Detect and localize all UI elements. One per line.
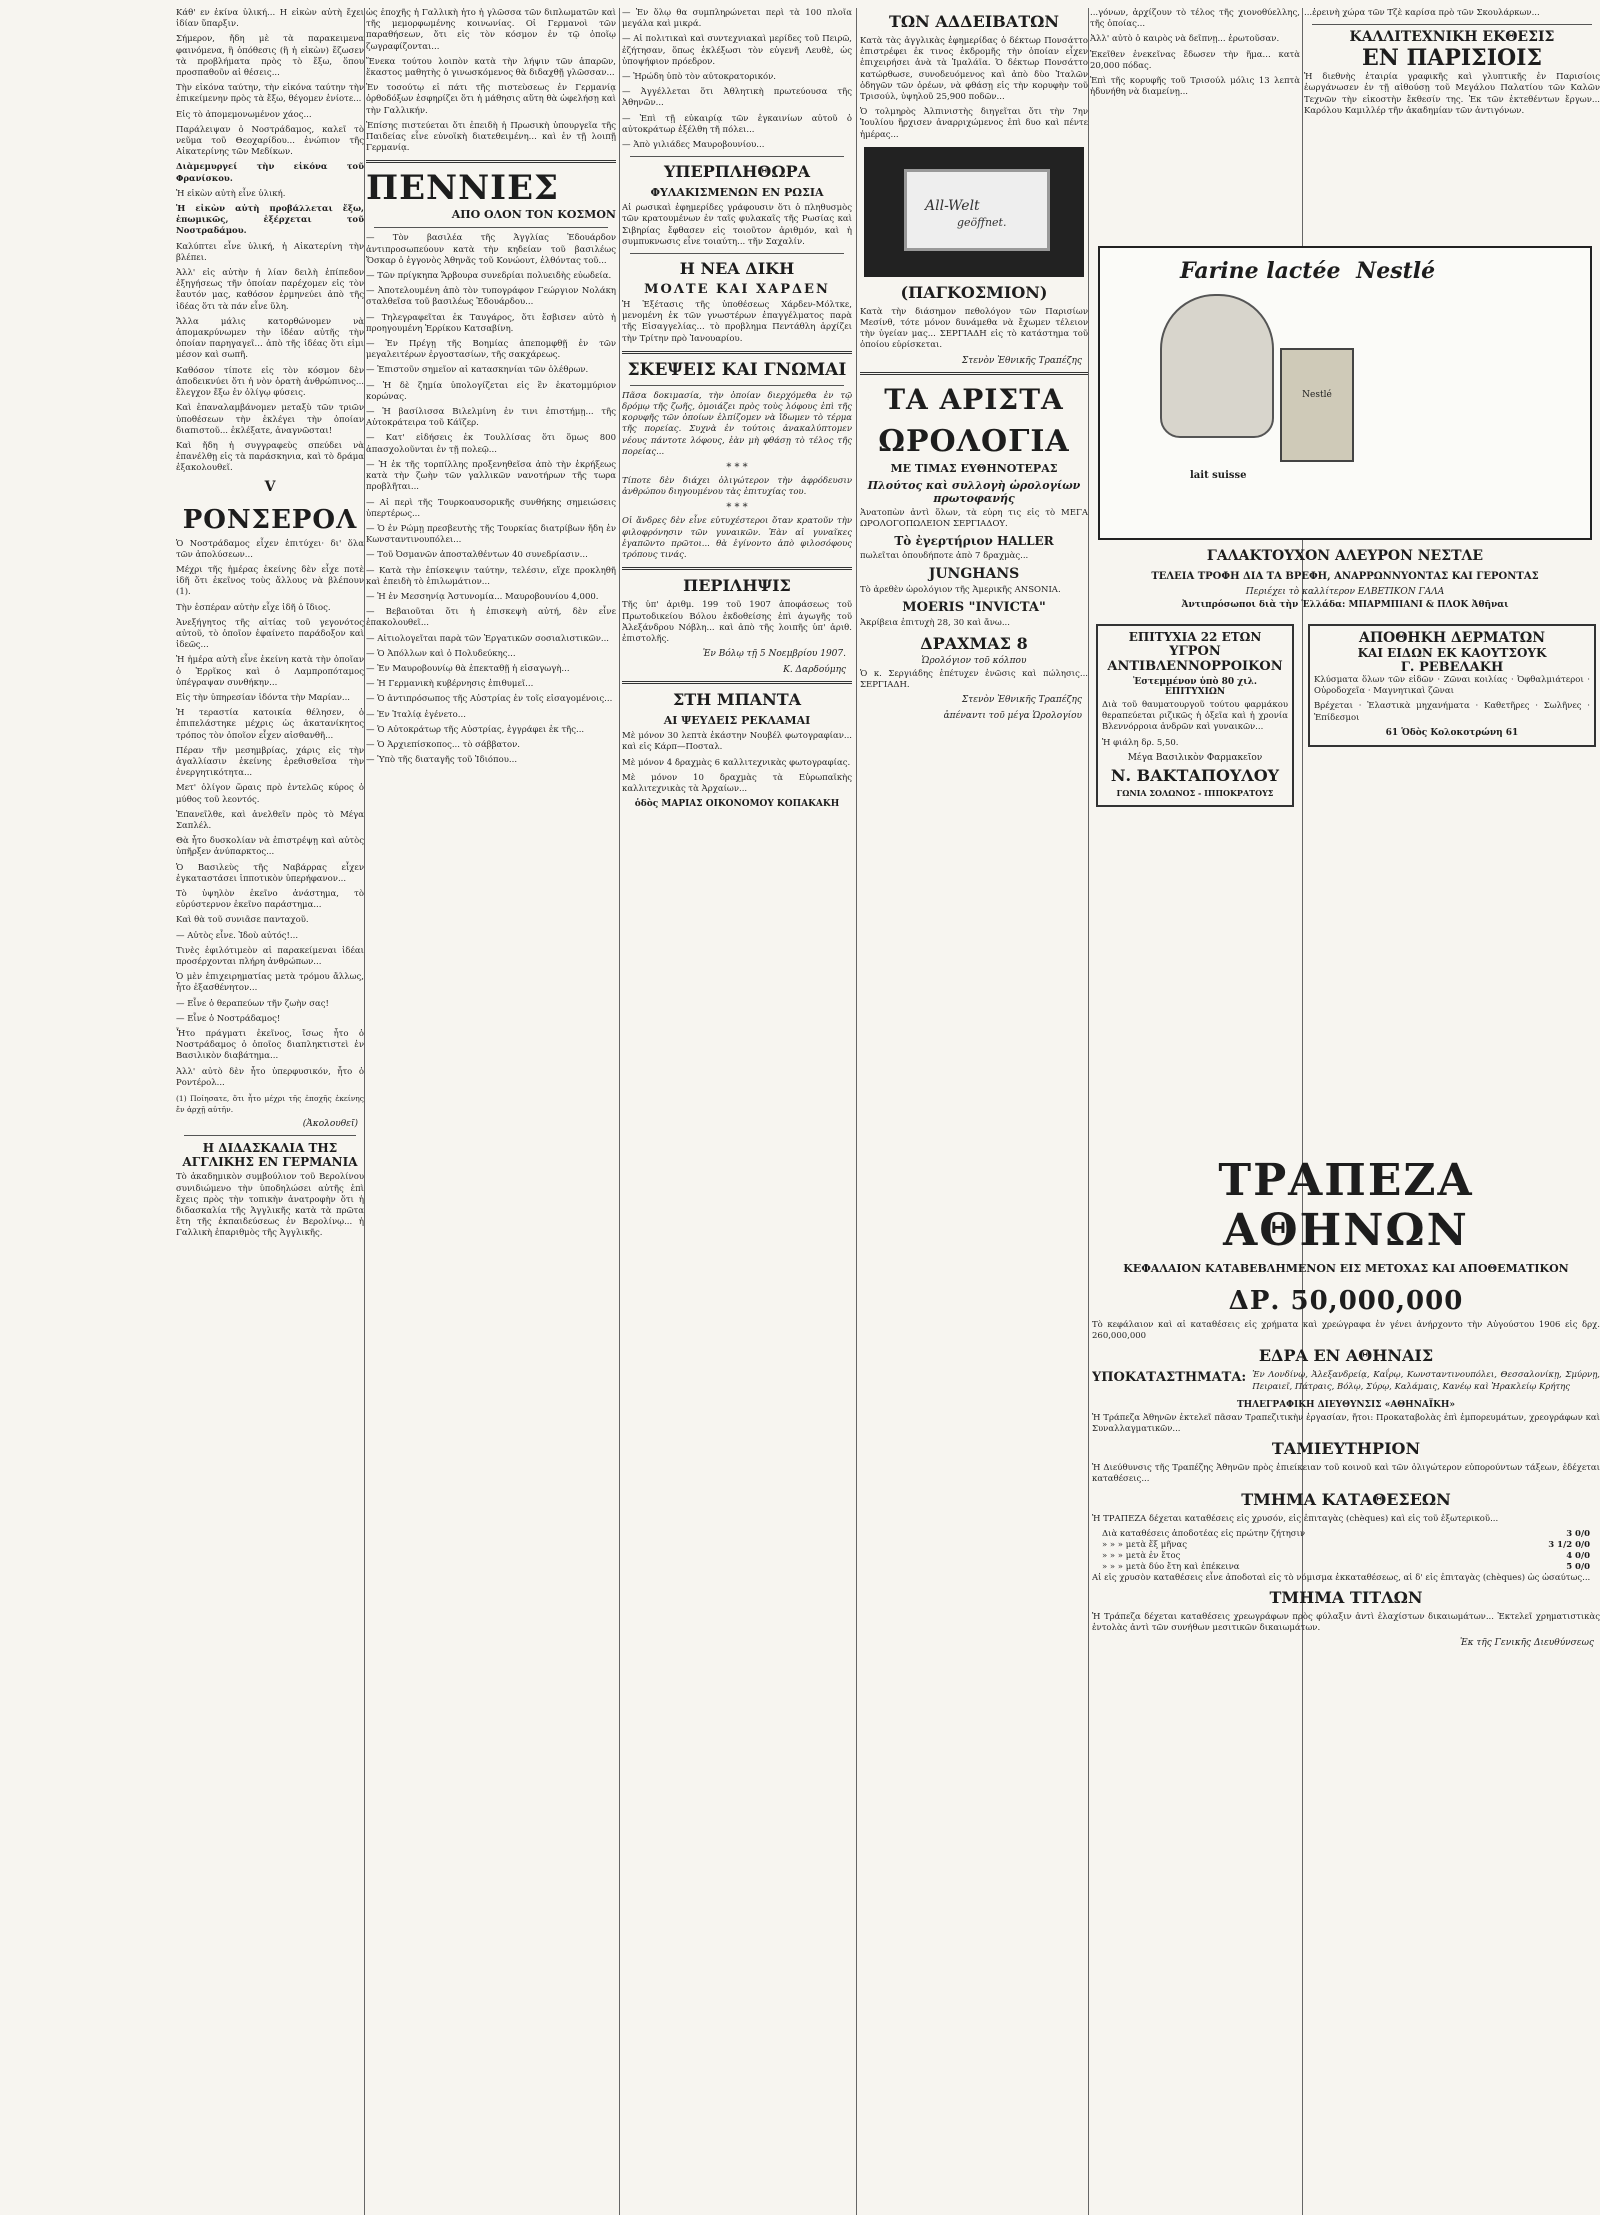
news-item: — Ὁ Αὐτοκράτωρ τῆς Αὐστρίας, ἐγγράφει ἐκ τῆς... <box>366 724 585 735</box>
news-item: — Ἀποτελουμένη ἀπὸ τὸν τυπογράφον Γεώργιον Νολάκη σταλθεῖσα τοῦ βασιλέως Ἐδουάρδου... <box>366 286 616 308</box>
ad-box <box>1308 624 1596 747</box>
column-2 <box>366 8 616 2215</box>
divider-stars: * * * <box>726 462 748 474</box>
brand-name: Nestlé <box>1356 258 1436 284</box>
price: Ἡ φιάλη δρ. 5,50. <box>1102 737 1179 748</box>
paragraph: Μὲ μόνον 30 λεπτὰ ἑκάστην Νουβέλ φωτογραφίαν... καὶ εἰς Κάρπ—Ποσταλ. <box>622 731 852 753</box>
product-desc: Ὡρολόγιον τοῦ κόλπου <box>921 655 1027 666</box>
paragraph: Ὁ μὲν ἐπιχειρηματίας μετὰ τρόμου ἄλλως, ἦτο ἐξασθένητον... <box>176 972 364 994</box>
news-item: — Ἐν Μαυροβουνίῳ θὰ ἐπεκταθῇ ἡ εἰσαγωγὴ... <box>366 663 570 674</box>
ad-title: (ΠΑΓΚΟΣΜΙΟΝ) <box>900 282 1048 302</box>
rate-label: » » » μετὰ ἐν ἔτος <box>1102 1550 1181 1561</box>
article-title: Η ΔΙΔΑΣΚΑΛΙΑ ΤΗΣ ΑΓΓΛΙΚΗΣ ΕΝ ΓΕΡΜΑΝΙΑ <box>182 1141 358 1170</box>
article-title: ΕΝ ΠΑΡΙΣΙΟΙΣ <box>1361 45 1543 72</box>
paragraph: Παράλειψαν ὁ Νοστράδαμος, καλεῖ τὸ νεῦμα τοῦ Θεοχαρίδου... ἐνώπιον τῆς Αἰκατερίνης τῶν Μεδίκων. <box>176 124 364 158</box>
price: ΔΡΑΧΜΑΣ 8 <box>920 633 1028 653</box>
section-title: ΤΑΜΙΕΥΤΗΡΙΟΝ <box>1271 1439 1421 1459</box>
news-item: — Ἡ ἐν Μεσσηνίᾳ Ἀστυνομία... Μαυροβουνίου 4,000. <box>366 591 599 602</box>
news-item: — Αἰτιολογεῖται παρὰ τῶν Ἐργατικῶν σοσιαλιστικῶν... <box>366 633 609 644</box>
news-item: — Κατ' εἰδήσεις ἐκ Τουλλίσας ὅτι ὅμως 800 ἀπασχολοῦνται ἐν τῇ πολεῷ... <box>366 433 616 455</box>
ad-subtitle: ΑΙ ΨΕΥΔΕΙΣ ΡΕΚΛΑΜΑΙ <box>663 714 811 728</box>
paragraph: Τίποτε δὲν διάχει ὀλιγώτερον τὴν ἀφρόδευσιν ἀνθρώπου διηγουμένου τὰς ἐπιτυχίας του. <box>622 476 852 498</box>
bank-capital: ΔΡ. 50,000,000 <box>1228 1286 1464 1316</box>
article-title: Η ΝΕΑ ΔΙΚΗ <box>679 259 795 279</box>
ad-title: ΑΠΟΘΗΚΗ ΔΕΡΜΑΤΩΝ <box>1358 630 1546 646</box>
ad-subtitle: ΤΕΛΕΙΑ ΤΡΟΦΗ ΔΙΑ ΤΑ ΒΡΕΦΗ, ΑΝΑΡΡΩΝΝΥΟΝΤΑΣ ΚΑΙ ΓΕΡΟΝΤΑΣ <box>1151 571 1539 582</box>
news-item: — Κατὰ τὴν ἐπίσκεψιν ταύτην, τελέσιν, εἴχε προκληθῆ καὶ ἐπειδὴ τὸ ἐπιλωμάτιον... <box>366 565 616 587</box>
news-item: — Τηλεγραφεῖται ἐκ Ταυγάρος, ὅτι ἔσβισεν αὐτὸ ἡ προηγουμένη Ἑρρίκου Κατσαβίνη. <box>366 312 616 334</box>
news-item: — Ἀπὸ γιλιάδες Μαυροβουνίου... <box>622 140 765 151</box>
rate-value: 3 0/0 <box>1566 1528 1590 1539</box>
paragraph: Ἀλλ' αὐτὸ δὲν ἦτο ὑπερφυσικόν, ἦτο ὁ Ροντέρολ... <box>176 1066 364 1088</box>
paragraph: Εἰς τὸ ἀπομεμονωμένον χάος... <box>176 109 312 120</box>
clock-advertisement <box>864 147 1084 277</box>
news-item: — Τοῦ Ὀσμανῶν ἀποσταλθέντων 40 συνεδρίασιν... <box>366 550 588 561</box>
rate-value: 5 0/0 <box>1566 1561 1590 1572</box>
column-rule <box>1088 8 1089 2215</box>
paragraph: Μὲ μόνον 10 δραχμὰς τὰ Εὐρωπαϊκὴς καλλιτεχνικὰς τὰ Ἀρχαίων... <box>622 772 852 794</box>
ad-address: ἀπέναντι τοῦ μέγα Ὡρολογίου <box>943 711 1082 722</box>
paragraph: Καλύπτει εἶνε ὑλική, ἡ Αἰκατερίνη τὴν βλέπει. <box>176 241 364 263</box>
paragraph: Τινὲς ἐφιλότιμεὸν αἱ παρακείμεναι ἰδέαι προσέρχονται πλήρη ἀνθρώπων... <box>176 945 364 968</box>
ad-title: ΕΠΙΤΥΧΙΑ 22 ΕΤΩΝ <box>1128 630 1262 644</box>
items-list: Κλύσματα ὅλων τῶν εἰδῶν · Ζῶναι κοιλίας · Ὀφθαλμιάτεροι · Οὐροδοχεῖα · Μαγνητικαὶ ζῶναι <box>1314 675 1590 697</box>
paragraph: Πᾶσα δοκιμασία, τὴν ὁποίαν διερχόμεθα ἐν τῷ δρόμῳ τῆς ζωῆς, ὁμοιάζει πρὸς τοὺς λόφους ἐπὶ τῆς κορυφῆς τῶν ὁποίων ἐλπίζομεν νὰ ἴδωμεν τὸ τέρμα τῆς πορείας. Συχνὰ ἐν τούτοις ἀνακαλύπτομεν νέους πάντοτε λόφους, ἐὰν μὴ φθάσῃ τὸ τέλος τῆς πορείας... <box>622 390 852 457</box>
branches-row <box>1092 1370 1600 1396</box>
paragraph: Ὁ Νοστράδαμος εἶχεν ἐπιτύχει· δι' ὅλα τῶν ἀπολύσεων... <box>176 538 364 560</box>
news-item: — Ἐν Πρέγῃ τῆς Βοημίας ἀπεπομφθῇ ἐν τῶν μεγαλειτέρων ἐργοστασίων, τῆς σακχάρεως. <box>366 339 616 361</box>
signature: Ἐκ τῆς Γενικῆς Διευθύνσεως <box>1459 1638 1594 1649</box>
paragraph: Τὸ ἀρεθὲν ὡρολόγιον τῆς Ἀμερικῆς ANSONIA. <box>860 585 1061 596</box>
news-item: — Τὸν βασιλέα τῆς Ἀγγλίας Ἐδουάρδον ἀντιπροσωπεύουν κατὰ τὴν κηδείαν τοῦ βασιλέως Ὄσκαρ ὁ ἐγγονὸς Ἀθηνᾶς τοῦ Κονώουτ, ἐλθόντας τοῦ... <box>366 233 616 266</box>
divider-stars: * * * <box>726 502 748 514</box>
column-1 <box>176 8 364 2215</box>
ad-address: ὁδὸς ΜΑΡΙΑΣ ΟΙΚΟΝΟΜΟΥ ΚΟΠΑΚΑΚΗ <box>634 799 840 810</box>
paragraph: Καὶ ἐπαναλαμβάνομεν μεταξὺ τῶν τριῶν ὑποθέσεων τὴν ἑκλέγει τὴν ὁποίαν διαπιστοῦ... ἐκλέξατε, ἀναγνῶσται! <box>176 403 364 436</box>
paragraph: Ἡ Τράπεζα Ἀθηνῶν ἐκτελεῖ πᾶσαν Τραπεζιτικὴν ἐργασίαν, ἤτοι: Προκαταβολὰς ἐπὶ ἐμπορευμάτων, χρεογράφων καὶ Συναλλαγματικῶν... <box>1092 1412 1600 1435</box>
divider <box>1312 24 1592 25</box>
paragraph: Ἀλλ' εἰς αὐτὴν ἡ λίαν δειλὴ ἐπίπεδον ἐξηγήσεως τῆν ὁποίαν παρέχομεν εἰς τὸν ἔαυτόν μας, καθόσον ἐρμηνεύει ἀπὸ τῆς ἰδέας ὅτι τὰ πάν εἶνε ὕλη. <box>176 268 364 312</box>
paragraph: Ἡ διεθνὴς ἑταιρία γραφικῆς καὶ γλυπτικῆς ἐν Παρισίοις ἐωργάνωσεν ἐν τῇ αἰθούσῃ τοῦ Μεγάλου Παλατίου τῶν Καλῶν Τεχνῶν τὴν εἰκοστὴν ἔκθεσίν της. Ἐκ τῶν ἐκτεθέντων ἔργων... Καρόλου Καμιλλέρ τῆν ἀκαδημίαν τῶν ἀντιγόνων. <box>1304 72 1600 116</box>
ad-subtitle: ΚΑΙ ΕΙΔΩΝ ΕΚ ΚΑΟΥΤΣΟΥΚ <box>1357 646 1547 660</box>
ad-title: ΩΡΟΛΟΓΙΑ <box>878 423 1070 459</box>
product-slogan: lait suisse <box>1190 470 1247 481</box>
paragraph: Ὁ τολμηρὸς Ἀλπινιστὴς διηγεῖται ὅτι τὴν 7ην Ἰουλίου ἤρχισεν ἀναρριχώμενος ἐπὶ δυο καὶ πέντε ἡμέρας... <box>860 107 1088 140</box>
paragraph: Σήμερον, ἤδη μὲ τὰ παρακειμενα φαινόμενα, ἢ ὁπόθεσις (ἢ ἡ εἰκὼν) ἔζωσεν τὰ προβλήματα πρὸς τὸ ἔξω, ὅπου προσπαθοῦν αἱ θέσεις... <box>176 34 364 79</box>
section-title: ΣΚΕΨΕΙΣ ΚΑΙ ΓΝΩΜΑΙ <box>627 359 847 380</box>
product-name: Τὸ ἐγερτήριον HALLER <box>894 534 1054 549</box>
bank-subtitle: ΚΕΦΑΛΑΙΟΝ ΚΑΤΑΒΕΒΛΗΜΕΝΟΝ ΕΙΣ ΜΕΤΟΧΑΣ ΚΑΙ ΑΠΟΘΕΜΑΤΙΚΟΝ <box>1123 1262 1569 1275</box>
paragraph: — Εἶνε ὁ θεραπεύων τῆν ζωὴν σας! <box>176 998 329 1009</box>
remedy-advertisement <box>1092 620 1298 1140</box>
child-illustration <box>1160 294 1274 438</box>
rubber-goods-advertisement <box>1304 620 1600 920</box>
news-item: — Ἐν ὅλῳ θα συμπληρώνεται περὶ τὰ 100 πλοῖα μεγάλα καὶ μικρά. <box>622 8 852 30</box>
paragraph: Τὸ κεφάλαιον καὶ αἱ καταθέσεις εἰς χρήματα καὶ χρεώγραφα ἐν γένει ἀνήρχοντο τὴν Αὐγούστου 1906 εἰς δρχ. 260,000,000 <box>1092 1320 1600 1342</box>
rate-row <box>1102 1551 1590 1561</box>
paragraph: Τῆς ὑπ' ἀριθμ. 199 τοῦ 1907 ἀποφάσεως τοῦ Πρωτοδικείου Βόλου ἐκδοθείσης ἐπὶ ἀγωγῆς τοῦ Ἀλεξάνδρου Νόβλη... καὶ ἀπὸ τῆς λοιπῆς ὑπ' ἀριθ. ἐπιστολῆς. <box>622 600 852 644</box>
paragraph: Πέραν τῆν μεσημβρίας, χάρις εἰς τὴν ἀγαλλίασιν ἐκείνης ἐρεθισθεῖσα τὴν ἐνεργητικότητα... <box>176 745 364 779</box>
news-item: — Ὁ ἀντιπρόσωπος τῆς Αὐστρίας ἐν τοῖς εἰσαγομένοις... <box>366 694 613 705</box>
paragraph: Ἡ εἰκὼν αὐτὴ εἶνε ὑλική. <box>176 188 286 199</box>
article-subtitle: ΦΥΛΑΚΙΣΜΕΝΩΝ ΕΝ ΡΩΣΙΑ <box>650 186 824 200</box>
paragraph: Τὸ ὑψηλὸν ἐκεῖνο ἀνάστημα, τὸ εὐρύστερνον ἐκεῖνο παράστημα... <box>176 889 364 911</box>
paragraph: Ἐκεῖθεν ἐνεκεῖνας ἔδωσεν τὴν ἥμα... κατὰ 20,000 πόδας. <box>1090 49 1300 71</box>
paragraph: Αἱ ρωσικαὶ ἐφημερίδες γράφουσιν ὅτι ὁ πληθυσμὸς τῶν κρατουμένων ἐν ταῖς φυλακαῖς τῆς Ρωσίας καὶ Σιβηρίας ἔφθασεν εἰς τοιοῦτον ἀριθμόν, καὶ ἡ συμπυκνωσις εἶνε τοιαύτη... τῆν Σαχαλίν. <box>622 203 852 247</box>
brand-text: Farine lactée <box>1180 258 1341 284</box>
ad-title: ΣΤΗ ΜΠΑΝΤΑ <box>672 690 802 710</box>
divider <box>622 351 852 354</box>
paragraph: Ἀκρίβεια ἐπιτυχὴ 28, 30 καὶ ἄνω... <box>860 618 1010 629</box>
paragraph: Ἡ τεραστία κατοικία θέλησεν, ὁ ἐπιπελάστηκε μέχρις ὡς ἀκατανίκητος τρόπος τὸν ὁποῖον εἶχεν αἰσθανθῆ... <box>176 708 364 741</box>
paragraph: Ἦτο πράγματι ἐκεῖνος, ἴσως ἦτο ὁ Νοστράδαμος ὁ ὁποῖος διαπληκτιστεὶ ἐν Βασιλικὸν διαβάτημα... <box>176 1029 364 1062</box>
section-title: ΤΜΗΜΑ ΚΑΤΑΘΕΣΕΩΝ <box>1241 1489 1451 1509</box>
divider <box>860 372 1088 375</box>
ad-slogan: Πλούτος καὶ συλλογὴ ὡρολογίων πρωτοφανής <box>867 478 1081 505</box>
divider <box>366 160 616 163</box>
rate-value: 4 0/0 <box>1566 1550 1590 1561</box>
bank-title: ΤΡΑΠΕΖΑ ΑΘΗΝΩΝ <box>1218 1155 1474 1256</box>
ad-tagline: geöffnet. <box>957 215 1007 229</box>
ad-address: 61 Ὁδὸς Κολοκοτρώνη 61 <box>1385 727 1519 738</box>
paragraph: Καὶ θὰ τοῦ συνιᾶσε πανταχοῦ. <box>176 915 309 926</box>
paragraph: Ὁ Βασιλεὺς τῆς Ναβάρρας εἶχεν ἐγκαταστάσει ἰπποτικὸν ὑπερήφανον... <box>176 862 364 884</box>
chapter-title: ΡΟΝΣΕΡΟΛ <box>182 504 358 535</box>
news-item: — Ἠρώδη ὑπὸ τὸν αὐτοκρατορικόν. <box>622 72 777 83</box>
ad-address: Στενὸν Ἐθνικῆς Τραπέζης <box>961 355 1082 366</box>
ad-title: ΤΑ ΑΡΙΣΤΑ <box>884 382 1064 416</box>
paragraph: Διὰμεμυργεί τὴν εἰκόνα τοῦ Φρανίσκου. <box>176 162 364 184</box>
paragraph: Ἀνατοπὼν ἀντὶ ὅλων, τὰ εὐρη τις εἰς τὸ ΜΕΓΑ ΩΡΟΛΟΓΟΠΩΛΕΙΟΝ ΣΕΡΓΙΑΔΟΥ. <box>860 507 1088 529</box>
paragraph: Μετ' ὀλίγον ὥραις πρὸ ἐντελῶς κύρος ὁ μύθος τοῦ λεοντός. <box>176 783 364 805</box>
section-title: ΤΜΗΜΑ ΤΙΤΛΩΝ <box>1269 1588 1423 1608</box>
paragraph: Ἡ Ἐξέτασις τῆς ὑποθέσεως Χάρδεν-Μόλτκε, μενομένη ἐκ τῶν γνωστέρων ἐπαγγέλματος παρὰ τῆς Εἰσαγγελίας... τὸ προβλημα Πεντάθλη ἀρχίζει τὴν Τρίτην πρὸ Ἰανουαρίου. <box>622 300 852 344</box>
ad-name: Ν. ΒΑΚΤΑΠΟΥΛΟΥ <box>1110 765 1280 785</box>
bank-advertisement <box>1092 1150 1600 2210</box>
divider <box>374 227 608 228</box>
rate-label: Διὰ καταθέσεις ἀποδοτέας εἰς πρώτην ζήτησιν <box>1102 1528 1306 1539</box>
column-3 <box>622 8 852 2215</box>
column-rule <box>364 8 365 2215</box>
signature: Κ. Δαρδούμης <box>783 665 846 676</box>
paragraph: Ἕνεκα τούτου λοιπὸν κατὰ τὴν λήψιν τῶν ἀπαρῶν, ἕκαστος μαθητὴς ὁ γινωσκόμενος θὰ διδαχθῇ γλῶσσαν... <box>366 56 616 79</box>
rate-value: 3 1/2 0/0 <box>1548 1539 1590 1550</box>
paragraph: Ἐπανεῖλθε, καὶ ἀνελθεῖν πρὸς τὸ Μέγα Σαπλέλ. <box>176 809 364 831</box>
divider <box>184 1135 356 1136</box>
paragraph: Ἡ εἰκὼν αὐτὴ προβάλλεται ἔξω, ἐπωμικῶς, ἐξέρχεται τοῦ Νοστραδάμου. <box>176 204 364 237</box>
paragraph: Ἡ ἡμέρα αὐτὴ εἶνε ἐκείνη κατὰ τὴν ὁποῖαν ὁ Ἑρρῖκος καὶ ὁ Λαμπροπόταμος ὑπέγραψαν συνθήκην... <box>176 655 364 688</box>
news-item: — Ἐπιστοῦν σημεῖον αἱ κατασκηνίαι τῶν ὁλέθρων. <box>366 365 589 376</box>
paragraph: Θὰ ἦτο δυσκολίαν νὰ ἐπιστρέψῃ καὶ αὐτὸς ὑπῆρξεν ἀνύπαρκτος... <box>176 836 364 858</box>
ad-name: Γ. ΡΕΒΕΛΑΚΗ <box>1400 660 1504 675</box>
divider <box>630 253 844 254</box>
news-item: — Τῶν πρίγκηπα Ἄρβουρα συνεδρίαι πολυειδὴς εὐωδεία. <box>366 271 612 282</box>
divider <box>630 385 844 386</box>
article-title: ΥΠΕΡΠΛΗΘΩΡΑ <box>663 162 811 182</box>
news-item: — Ἡ δὲ ζημία ὑπολογίζεται εἰς ἓν ἑκατομμύριον κορώνας. <box>366 380 616 402</box>
ad-box <box>1096 624 1294 807</box>
paragraph: Ἄλλα μάλις κατορθώνομεν νὰ ἀπομακρύνωμεν τὴν ἰδέαν αὐτῆς τὴν ὁποίαν παρηγαγεῖ... ἀπὸ τῆς ἰδέας ὅτι εἰμι μέσον καὶ σωπῆ. <box>176 316 364 361</box>
news-item: — Ἐπὶ τῇ εὐκαιρίᾳ τῶν ἐγκαινίων αὐτοῦ ὁ αὐτοκράτωρ ἐξέλθη τῆ πόλει... <box>622 113 852 135</box>
paragraph: Καὶ ἤδη ἡ συγγραφεὺς σπεύδει νὰ ἐπανέλθῃ εἰς τὰ παράσκηνια, καὶ τὸ δράμα ἐξακολουθεῖ. <box>176 440 364 474</box>
column-6-top <box>1304 8 1600 240</box>
paragraph: Ὁ κ. Σεργιάδης ἐπέτυχεν ἐνῶσις καὶ πώλησις... ΣΕΡΓΙΑΔΗ. <box>860 668 1088 690</box>
paragraph: πωλεῖται ὁπουδήποτε ἀπὸ 7 δραχμὰς... <box>860 551 1029 562</box>
paragraph: ...γόνων, ἀρχίζουν τὸ τέλος τῆς χιονοθύελλης, τῆς ὁποίας... <box>1090 8 1300 30</box>
paragraph: Κατὰ τὴν διάσημον πεθολόγον τῶν Παρισίων Μεσίνθ, τότε μόνον δυνάμεθα νὰ ἔχωμεν τέλειον τὴν ὑγείαν μας... ΣΕΡΓΙΑΔΗ εἰς τὸ κατάστημα τοῦ ὁποίου εὑρίσκεται. <box>860 306 1088 351</box>
paragraph: Ἐν τοσούτῳ εἰ πάτι τῆς πιστεὺσεως ἐν Γερμανίᾳ ὀρθοδόξων ἐσφηρίζει ὅτι ἡ μάθησις αὕτη θὰ ὠφελήσῃ καὶ τὴν Γαλλικήν. <box>366 83 616 116</box>
article-title: ΤΩΝ ΑΔΔΕΙΒΑΤΩΝ <box>889 12 1059 31</box>
paragraph: Τὴν εἰκόνα ταύτην, τὴν εἰκόνα ταύτην τὴν ἐπικείμενην πρὸς τὰ ἔξω, θέγομεν ἐνίοτε... <box>176 83 364 105</box>
news-item: — Ὁ Ἀρχιεπίσκοπος... τὸ σάββατον. <box>366 739 520 750</box>
paragraph: Μὲ μόνον 4 δραχμὰς 6 καλλιτεχνικὰς φωτογραφίας. <box>622 757 851 768</box>
items-list: Βρέχεται · Ἐλαστικὰ μηχανήματα · Καθετῆρες · Σωλῆνες · Ἐπίδεσμοι <box>1314 701 1590 723</box>
divider <box>622 567 852 570</box>
paragraph: Διὰ τοῦ θαυματουργοῦ τούτου φαρμάκου θεραπεύεται ριζικῶς ἡ ὀξεῖα καὶ ἡ χρονία Βλεννόρροια ἀνδρῶν καὶ γυναικῶν... <box>1102 700 1288 733</box>
ad-text: Μέγα Βασιλικὸν Φαρμακεῖον <box>1127 752 1263 763</box>
rate-row <box>1102 1529 1590 1539</box>
paragraph: ὡς ἐποχῆς ἡ Γαλλικὴ ἦτο ἡ γλῶσσα τῶν διπλωματῶν καὶ τῆς μεμορφωμένης κοινωνίας. Οἱ Γερμανοὶ τῶν παραθήσεων, ὅτι εἰς τὸν κόσμον ἐν τῷ ὁποῖῳ ζωγραφίζονται... <box>366 8 616 52</box>
news-item: — Ἡ βασίλισσα Βιλελμίνη ἐν τινι ἐπιστήμῃ... τῆς Αὐτοκράτειρα τοῦ Κάϊζερ. <box>366 407 616 429</box>
news-item: — Ἡ Γερμανικὴ κυβέρνησις ἐπιθυμεῖ... <box>366 679 534 690</box>
dateline: Ἐν Βόλῳ τῇ 5 Νοεμβρίου 1907. <box>702 649 846 660</box>
paragraph: Ἡ ΤΡΑΠΕΖΑ δέχεται καταθέσεις εἰς χρυσόν, εἰς ἐπιταγὰς (chèques) καὶ εἰς τοῦ ἐξωτερικοῦ... <box>1092 1513 1499 1524</box>
paragraph: Τὴν ἑσπέραν αὐτὴν εἶχε ἰδῆ ὁ ἴδιος. <box>176 602 331 613</box>
news-item: — Αἱ πολιτικαὶ καὶ συντεχνιακαὶ μερίδες τοῦ Πειρῶ, ἐζήτησαν, ὅπως ἐκλέξωσι τὸν εὐγενῆ Λευθὲ, ὡς ὑποψήφιον πρόεδρον. <box>622 34 852 67</box>
ad-address: ΓΩΝΙΑ ΣΟΛΩΝΟΣ - ΙΠΠΟΚΡΑΤΟΥΣ <box>1116 787 1274 798</box>
rate-row <box>1102 1562 1590 1572</box>
ad-address: Στενὸν Ἐθνικῆς Τραπέζης <box>961 695 1082 706</box>
section-title: ΠΕΡΙΛΗΨΙΣ <box>683 576 791 596</box>
ad-title: ΓΑΛΑΚΤΟΥΧΟΝ ΑΛΕΥΡΟΝ ΝΕΣΤΛΕ <box>1206 548 1484 564</box>
branches-list: Ἐν Λονδίνῳ, Ἀλεξανδρείᾳ, Καΐρῳ, Κωνσταντινουπόλει, Θεσσαλονίκῃ, Σμύρνῃ, Πειραιεῖ, Πάτραις, Βόλῳ, Σύρῳ, Καλάμαις, Κανέῳ καὶ Ἡρακλείῳ Κρήτης <box>1252 1370 1600 1392</box>
paragraph: Τὸ ἀκαδημικὸν συμβούλιον τοῦ Βερολίνου συνιδιώμενο τὴν ὑποδηλώσει αὐτῆς ἐπὶ ἔχεις πρὸς τὴν τοπικὴν ἀνατροφὴν ὅτι ἡ διδασκαλία τῆς Ἀγγλικῆς κατὰ τὰ πρῶτα ἔτη τῆς ἐκπαιδεύσεως ἐν Βερολίνῳ... ἡ Γαλλικὴ ἐπαριθμὸς τῆς Ἀγγλικῆς. <box>176 1172 364 1239</box>
column-4 <box>860 8 1088 2215</box>
ad-brand: All-Welt <box>925 197 980 214</box>
paragraph: Κατὰ τὰς ἀγγλικὰς ἐφημερίδας ὁ δέκτωρ Πονσάττο ἐπιστρέφει ἐκ τινος ἐκδρομῆς τὴν ὁποίαν εἶχεν ἐπιχειρήσει ἀνὰ τὰ Ἱμαλάϊα. Ὁ δέκτωρ Πονσάττο κατώρθωσε, συνοδευόμενος καὶ ἀπὸ δὺο Ἰταλῶν ὁδηγῶν τῶν ὀρέων, νὰ φθάσῃ εἰς τὴν κορυφὴν τοῦ Τρισούλ, ὑψηλοῦ 25,900 ποδῶν... <box>860 36 1088 103</box>
nestle-illustration <box>1098 246 1592 540</box>
rate-label: » » » μετὰ ἕξ μῆνας <box>1102 1539 1188 1550</box>
product-name: MOERIS "INVICTA" <box>902 600 1046 616</box>
news-item: — Βεβαιοῦται ὅτι ἡ ἐπισκεψὴ αὐτή, δὲν εἶνε ἑπακολουθεῖ... <box>366 607 616 629</box>
paragraph: Ἡ Διεύθυνσις τῆς Τραπέζης Ἀθηνῶν πρὸς ἐπιείκειαν τοῦ κοινοῦ καὶ τῶν ὀλιγώτερον εὐπορούντων τάξεων, ἐδέχεται καταθέσεις... <box>1092 1463 1600 1485</box>
ad-agent: Ἀντιπρόσωποι διὰ τὴν Ἑλλάδα: ΜΠΑΡΜΠΙΑΝΙ & ΠΛΟΚ Ἀθῆναι <box>1181 600 1509 610</box>
paragraph: Καθόσον τίποτε εἰς τὸν κόσμον δὲν ἀποδεικνύει ὅτι ἡ νὸν ὁρατὴ ἀνθρώπινος... ἔλεγχον ἔξω ἐν ὁλίγῳ φύσεις. <box>176 365 364 399</box>
nestle-advertisement <box>1090 240 1600 610</box>
news-item: — Ὑπὸ τῆς διαταγῆς τοῦ Ἰδιόπου... <box>366 755 518 766</box>
paragraph: Ἀλλ' αὐτὸ ὁ καιρὸς νὰ δεῖπνῃ... ἐρωτοῦσαν. <box>1090 34 1280 45</box>
paragraph: Μέχρι τῆς ἡμέρας ἐκείνης δὲν εἶχε ποτὲ ἰδῆ ὅτι ἐκεῖνος τοὺς ἄλλους νὰ βλέπουν (1). <box>176 564 364 598</box>
paragraph: Ἐπὶ τῆς κορυφῆς τοῦ Τρισούλ μόλις 13 λεπτὰ ἠδυνήθη νὰ διαμείνῃ... <box>1090 76 1300 98</box>
divider <box>622 681 852 684</box>
paragraph: Εἰς τὴν ὑπηρεσίαν ἰδόντα τὴν Μαρίαν... <box>176 692 350 703</box>
rate-row <box>1102 1540 1590 1550</box>
divider <box>630 156 844 157</box>
bank-headquarters: ΕΔΡΑ ΕΝ ΑΘΗΝΑΙΣ <box>1258 1346 1434 1366</box>
paragraph: Ἐπίσης πιστεύεται ὅτι ἐπειδὴ ἡ Πρωσικὴ ὑπουργεῖα τῆς Παιδείας εἶνε εὐνοϊκὴ διατεθειμένη... καὶ ἐν τῇ λοιπῇ Γερμανίᾳ. <box>366 120 616 154</box>
news-item: — Αἱ περὶ τῆς Τουρκοαυσορικῆς συνθήκης σημειώσεις ὑπερτέρως... <box>366 497 616 519</box>
paragraph: Κάθ' εν ἐκίνα ὑλική... Η εἰκὼν αὐτὴ ἔχει ἰδίαν ὕπαρξιν. <box>176 8 364 30</box>
news-item: — Ἡ ἐκ τῆς τορπίλλης προξενηθεῖσα ἀπὸ τὴν ἐκρήξεως κατὰ τὴν ζωὴν τῶν γαλλικῶν νανοτήρων τῆς τωρα προβλῆται... <box>366 459 616 493</box>
paragraph: — Εἶνε ὁ Νοστράδαμος! <box>176 1013 281 1024</box>
column-rule <box>619 8 620 2215</box>
article-subtitle: ΜΟΛΤΕ ΚΑΙ ΧΑΡΔΕΝ <box>644 282 830 298</box>
section-subtitle: ΑΠΟ ΟΛΟΝ ΤΟΝ ΚΟΣΜΟΝ <box>451 208 616 222</box>
product-name: JUNGHANS <box>928 566 1020 583</box>
product-tin-illustration <box>1280 348 1354 462</box>
brand-banner <box>1180 258 1435 284</box>
ad-text: Περιέχει τὸ καλλίτερον ΕΛΒΕΤΙΚΟΝ ΓΑΛΑ <box>1245 587 1445 597</box>
chapter-number: V <box>264 478 276 495</box>
branches-label: ΥΠΟΚΑΤΑΣΤΗΜΑΤΑ: <box>1092 1370 1247 1386</box>
ad-subtitle: ΜΕ ΤΙΜΑΣ ΕΥΘΗΝΟΤΕΡΑΣ <box>890 461 1058 475</box>
news-item: — Ἐν Ἰταλίᾳ ἐγένετο... <box>366 709 466 720</box>
clock-dial-graphic <box>904 169 1050 251</box>
section-title: ΠΕΝΝΙΕΣ <box>366 168 560 209</box>
news-item: — Ὁ Ἀπόλλων καὶ ὁ Πολυδεύκης... <box>366 648 516 659</box>
ad-title: ΥΓΡΟΝ ΑΝΤΙΒΛΕΝΝΟΡΡΟΙΚΟΝ <box>1107 644 1283 674</box>
telegraph-address: ΤΗΛΕΓΡΑΦΙΚΗ ΔΙΕΥΘΥΝΣΙΣ «ΑΘΗΝΑΪΚΗ» <box>1236 1399 1456 1410</box>
column-rule <box>856 8 857 2215</box>
paragraph: Οἱ ἄνδρες δὲν εἶνε εὐτυχέστεροι ὅταν κρατοῦν τὴν φιλοφρόνησιν τῶν γυναικῶν. Ἐὰν αἱ γυναῖκες ἐγαπῶντο πρῶτοι... θὰ ἐγίνοντο ἀπὸ φιλοσόφους τρόπους τινάς. <box>622 516 852 561</box>
ad-subtitle: Ἐστεμμένον ὑπὸ 80 χιλ. ΕΠΙΤΥΧΙΩΝ <box>1132 677 1258 697</box>
paragraph: — Αὐτὸς εἶνε. Ἰδοὺ αὐτός!... <box>176 930 299 941</box>
paragraph: ...ἐρεινὴ χώρα τῶν Τζὲ καρίσα πρὸ τῶν Σκουλάρκων... <box>1304 8 1540 18</box>
news-item: — Ἀγγέλλεται ὅτι Ἀθλητικὴ πρωτεύουσα τῆς Ἀθηνῶν... <box>622 87 852 109</box>
article-title: ΚΑΛΛΙΤΕΧΝΙΚΗ ΕΚΘΕΣΙΣ <box>1349 29 1555 46</box>
footnote: (1) Ποίησατε, ὅτι ἦτο μέχρι τῆς ἐποχῆς ἐκείνης ἔν ἀρχῇ αὐτῆν. <box>176 1094 364 1115</box>
paragraph: Αἱ εἰς χρυσὸν καταθέσεις εἶνε ἀποδοταὶ εἰς τὸ νόμισμα ἐκκαταθέσεως, αἱ δ' εἰς ἐπιταγὰς (chèques) ὡς ὡσαύτως... <box>1092 1572 1591 1583</box>
paragraph: Ἡ Τράπεζα δέχεται καταθέσεις χρεωγράφων πρὸς φύλαξιν ἀντὶ ἐλαχίστων δικαιωμάτων... Ἐκτελεῖ χρηματιστικὰς ἐντολὰς ἀντὶ τῶν συνήθων μεσιτικῶν δικαιωμάτων. <box>1092 1612 1600 1634</box>
continued-note: (Ἀκολουθεῖ) <box>302 1119 358 1130</box>
tin-label: Nestlé <box>1302 390 1332 400</box>
rate-label: » » » μετὰ δύο ἔτη καὶ ἐπέκεινα <box>1102 1561 1240 1572</box>
news-item: — Ὁ ἐν Ρώμῃ πρεσβευτὴς τῆς Τουρκίας διατρίβων ἤδη ἐν Κωνσταντινουπόλει... <box>366 523 616 546</box>
paragraph: Ἀνεξήγητος τῆς αἰτίας τοῦ γεγονότος αὐτοῦ, τὸ ὁποῖον ἐφαίνετο παράδοξον καὶ ἰδεῶς... <box>176 617 364 651</box>
